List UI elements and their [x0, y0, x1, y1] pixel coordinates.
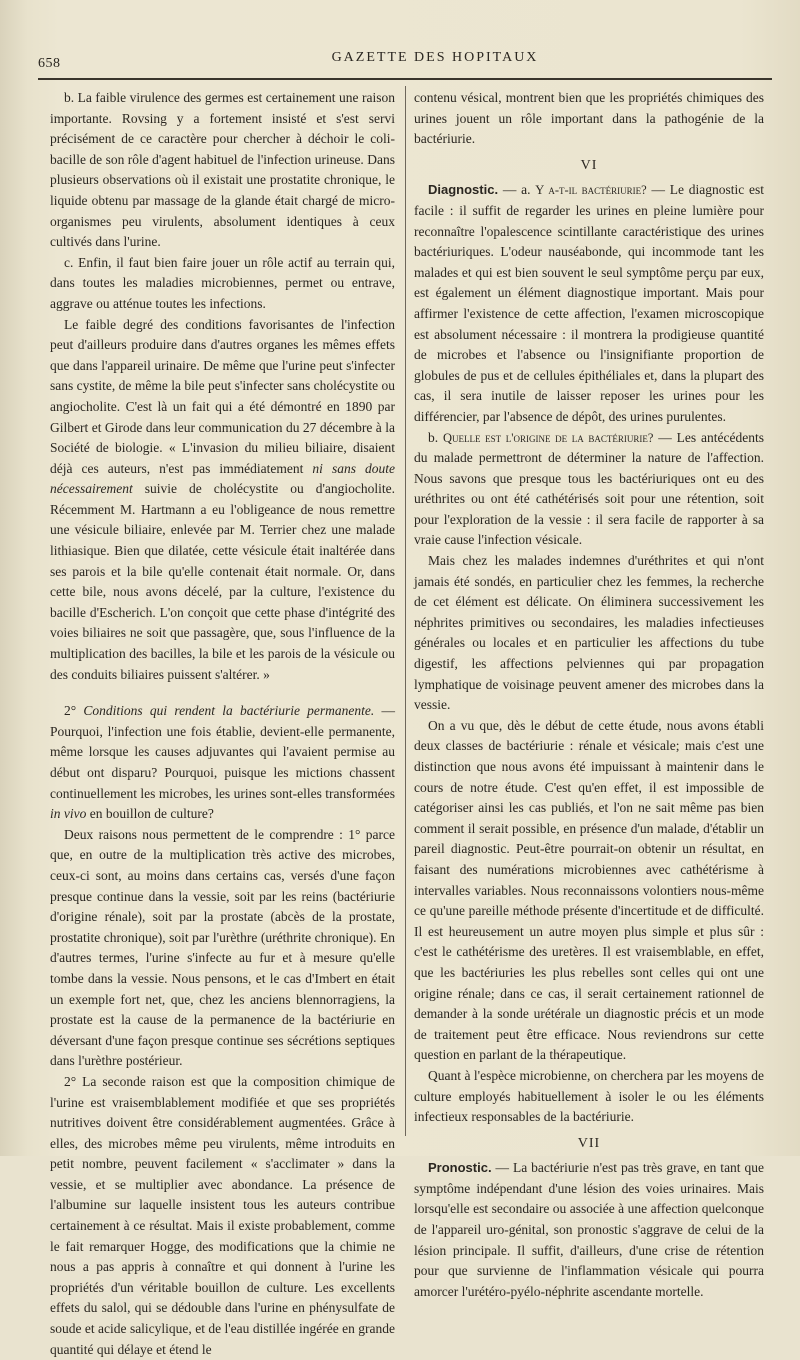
text: Le faible degré des conditions favorisantes de l'infection peut d'ailleurs produire dans d'autres organes les mêmes effets que dans l'appareil urinaire. De même que l'urine peut s'infecter sans cystite, de même la bile peut s'infecter sans cholécystite ou angiocholite. C'est là un fait qui a été démontré en 1890 par Gilbert et Girode dans leur communication du 27 décembre à la Société de biologie. « L'invasion du milieu biliaire, disaient déjà ces auteurs, n'est pas immédiatement	[50, 316, 395, 476]
right-column	[414, 88, 764, 1302]
text: en bouillon de culture?	[86, 806, 214, 822]
subsection-title: Conditions qui rendent la bactériurie permanente.	[83, 703, 375, 719]
paragraph-continuation: contenu vésical, montrent bien que les propriétés chimiques des urines jouent un rôle important dans la pathogénie de la bactériurie.	[414, 90, 764, 147]
text: — a.	[498, 182, 536, 198]
journal-title: GAZETTE DES HOPITAUX	[331, 50, 539, 65]
paragraph-pronostic	[414, 1158, 764, 1302]
text: — La bactériurie n'est pas très grave, en tant que symptôme indépendant d'une lésion des voies urinaires. Mais lorsqu'elle est secondaire ou associée à une affection quelconque de l'appareil uro-génital, son pronostic s'aggrave de celui de la lésion principale. Il suffit, d'ailleurs, d'une crise de rétention pour que survienne de l'inflammation vésicale qui pourra amorcer l'urétéro-pyélo-néphrite ascendante mortelle.	[414, 1160, 764, 1299]
paragraph-microbial-species: Quant à l'espèce microbienne, on cherchera par les moyens de culture employés habituellement à isoler le ou les éléments infectieux responsables de la bactériurie.	[414, 1067, 764, 1125]
section-number-vi: VI	[580, 157, 598, 173]
subsection-title: Quelle est l'origine de la bactériurie?	[443, 430, 654, 445]
page-number: 658	[38, 56, 61, 71]
text: b.	[428, 429, 443, 445]
paragraph-diagnostic-b	[414, 428, 764, 552]
paragraph-two-reasons: Deux raisons nous permettent de le comprendre : 1° parce que, en outre de la multiplication très active des microbes, ceux-ci sont, au moins dans certains cas, versés d'une façon presque continue dans la vessie, soit par les reins (bactériurie d'origine rénale), soit par la prostate (abcès de la prostate, prostatite chronique), soit par l'urèthre (uréthrite chronique). En d'autres termes, l'urine s'infecte au fur et à mesure qu'elle tombe dans la vessie. Nous pensons, et le cas d'Imbert en était un exemple fort net, que, chez les anciens blennorragiens, la prostate est la cause de la permanence de la bactériurie en déversant d'une façon presque continue ses sécrétions septiques dans l'urèthre postérieur.	[50, 826, 395, 1069]
paragraph-b-virulence: b. La faible virulence des germes est certainement une raison importante. Rovsing y a fortement insisté et s'est servi précisément de ce caractère pour chercher à déchoir le coli-bacille de son rôle d'agent habituel de l'infection urineuse. Dans plusieurs observations où il existait une prostatite chronique, le liquide obtenu par massage de la glande était chargé de micro-organismes peu virulents, absolument identiques à ceux cultivés dans l'urine.	[50, 90, 395, 250]
section-number-vii: VII	[577, 1135, 601, 1151]
page-header	[38, 50, 772, 74]
paragraph-classes: On a vu que, dès le début de cette étude, nous avons établi deux classes de bactériurie : rénale et vésicale; mais c'est une distinction que nous avons été impuissant à maintenir dans le cours de notre étude. C'est qu'en effet, il est impossible de catégoriser ainsi les cas publiés, et l'on ne sait même pas bien comment il serait possible, en présence d'un malade, d'établir un pareil diagnostic. Peut-être pourrait-on obtenir un résultat, en faisant des numérations microbiennes avec cathétérisme à intervalles variables. Nous reconnaissons volontiers nous-même ce qu'une pareille méthode présente d'incertitude et de difficulté. Il est heureusement un autre moyen plus simple et plus sûr : c'est le cathétérisme des uretères. Il est vraisemblable, en effet, que les bactériuries les plus rebelles sont celles qui ont une origine rénale; dans ce cas, il serait certainement rationnel de demander à la sonde urétérale un diagnostic précis et un mode de traitement peut être efficace. Nous reviendrons sur cette question en parlant de la thérapeutique.	[414, 717, 764, 1063]
subsection-title: Y a-t-il bactériurie?	[535, 183, 647, 198]
text: — Pourquoi, l'infection une fois établie, devient-elle permanente, même lorsque les causes adjuvantes qui l'avaient permise au début ont disparu? Pourquoi, puisque les mictions chassent continuellement les microbes, les urines sont-elles transformées	[50, 703, 396, 801]
section-heading-diagnostic: Diagnostic.	[428, 182, 499, 198]
paragraph-diagnostic-a	[414, 180, 764, 427]
section-heading-pronostic: Pronostic.	[428, 1160, 492, 1176]
left-column	[50, 88, 395, 1360]
paragraph-permanent-conditions	[50, 701, 395, 825]
text: — Les antécédents du malade permettront de déterminer la nature de l'affection. Nous savons que presque tous les bactériuriques ont eu des uréthrites ou ont été cathétérisés soit pour une rétention, soit pour l'exploration de la vessie : il sera facile de rapporter à sa vraie cause l'infection vésicale.	[414, 429, 764, 548]
column-divider	[405, 86, 406, 1136]
italic-text: in vivo	[50, 806, 87, 822]
paragraph-women-patients: Mais chez les malades indemnes d'uréthrites et qui n'ont jamais été sondés, en particulier chez les femmes, la recherche de cet élément est délicate. On éliminera successivement les néphrites primitives ou secondaires, les maladies infectieuses générales ou locales et en particulier les affections du tube digestif, les affections pelviennes qui par propagation lymphatique de voisinage peuvent amener des microbes dans la vessie.	[414, 553, 764, 713]
paragraph-bile-infection	[50, 315, 395, 686]
italic-text: ni sans doute nécessairement	[50, 460, 395, 497]
text: — Le diagnostic est facile : il suffit de regarder les urines en pleine lumière pour reconnaître l'opalescence scintillante caractéristique des urines bactériuriques. L'odeur nauséabonde, qui incommode tant les malades et qui est bien souvent le seul symptôme perçu par eux, est également un élément diagnostique important. Mais pour affirmer l'existence de cette affection, l'examen microscopique est absolument nécessaire : il montrera la prodigieuse quantité de microbes et l'absence ou l'insignifiante proportion de globules de pus et de cellules épithéliales et, dans la plupart des cas, il sera inutile de laisser reposer les urines pour les différencier, par l'absence de dépôt, des urines purulentes.	[414, 182, 764, 424]
header-rule	[38, 78, 772, 80]
text: suivie de cholécystite ou d'angiocholite. Récemment M. Hartmann a eu l'obligeance de nous remettre une vésicule biliaire, enlevée par M. Terrier chez une malade lithiasique. Bien que dilatée, cette vésicule était inaltérée dans ses parois et la bile qu'elle contenait était normale. Or, dans cette bile, nous avons décelé, par la culture, l'existence du bacille d'Escherich. L'on conçoit que cette phase d'intégrité des voies biliaires ne soit que passagère, que, sous l'influence de la multiplication des bacilles, la bile et les parois de la vésicule ou des conduits biliaires puissent s'altérer. »	[50, 481, 395, 682]
text: 2°	[64, 703, 84, 719]
paragraph-second-reason: 2° La seconde raison est que la composition chimique de l'urine est vraisemblablement modifiée et que ses propriétés nutritives doivent être considérablement augmentées. Grâce à elles, des microbes même peu virulents, même introduits en petit nombre, peuvent facilement « s'acclimater » dans la vessie, et se multiplier avec abondance. La présence de l'albumine sur laquelle insistent tous les auteurs contribue certainement à ce résultat. Mais il existe probablement, comme le fait remarquer Hogge, des modifications que la chimie ne nous a pas appris à connaître et qui donnent à l'urine les propriétés d'un véritable bouillon de culture. Les excellents effets du salol, qui se dédouble dans l'urine en phénysulfate de soude et acide salicylique, et de l'eau distillée ingérée en grande quantité qui délaye et étend le	[50, 1073, 395, 1357]
paragraph-c-terrain: c. Enfin, il faut bien faire jouer un rôle actif au terrain qui, dans toutes les maladies microbiennes, permet ou entrave, aggrave ou atténue toutes les infections.	[50, 254, 395, 311]
